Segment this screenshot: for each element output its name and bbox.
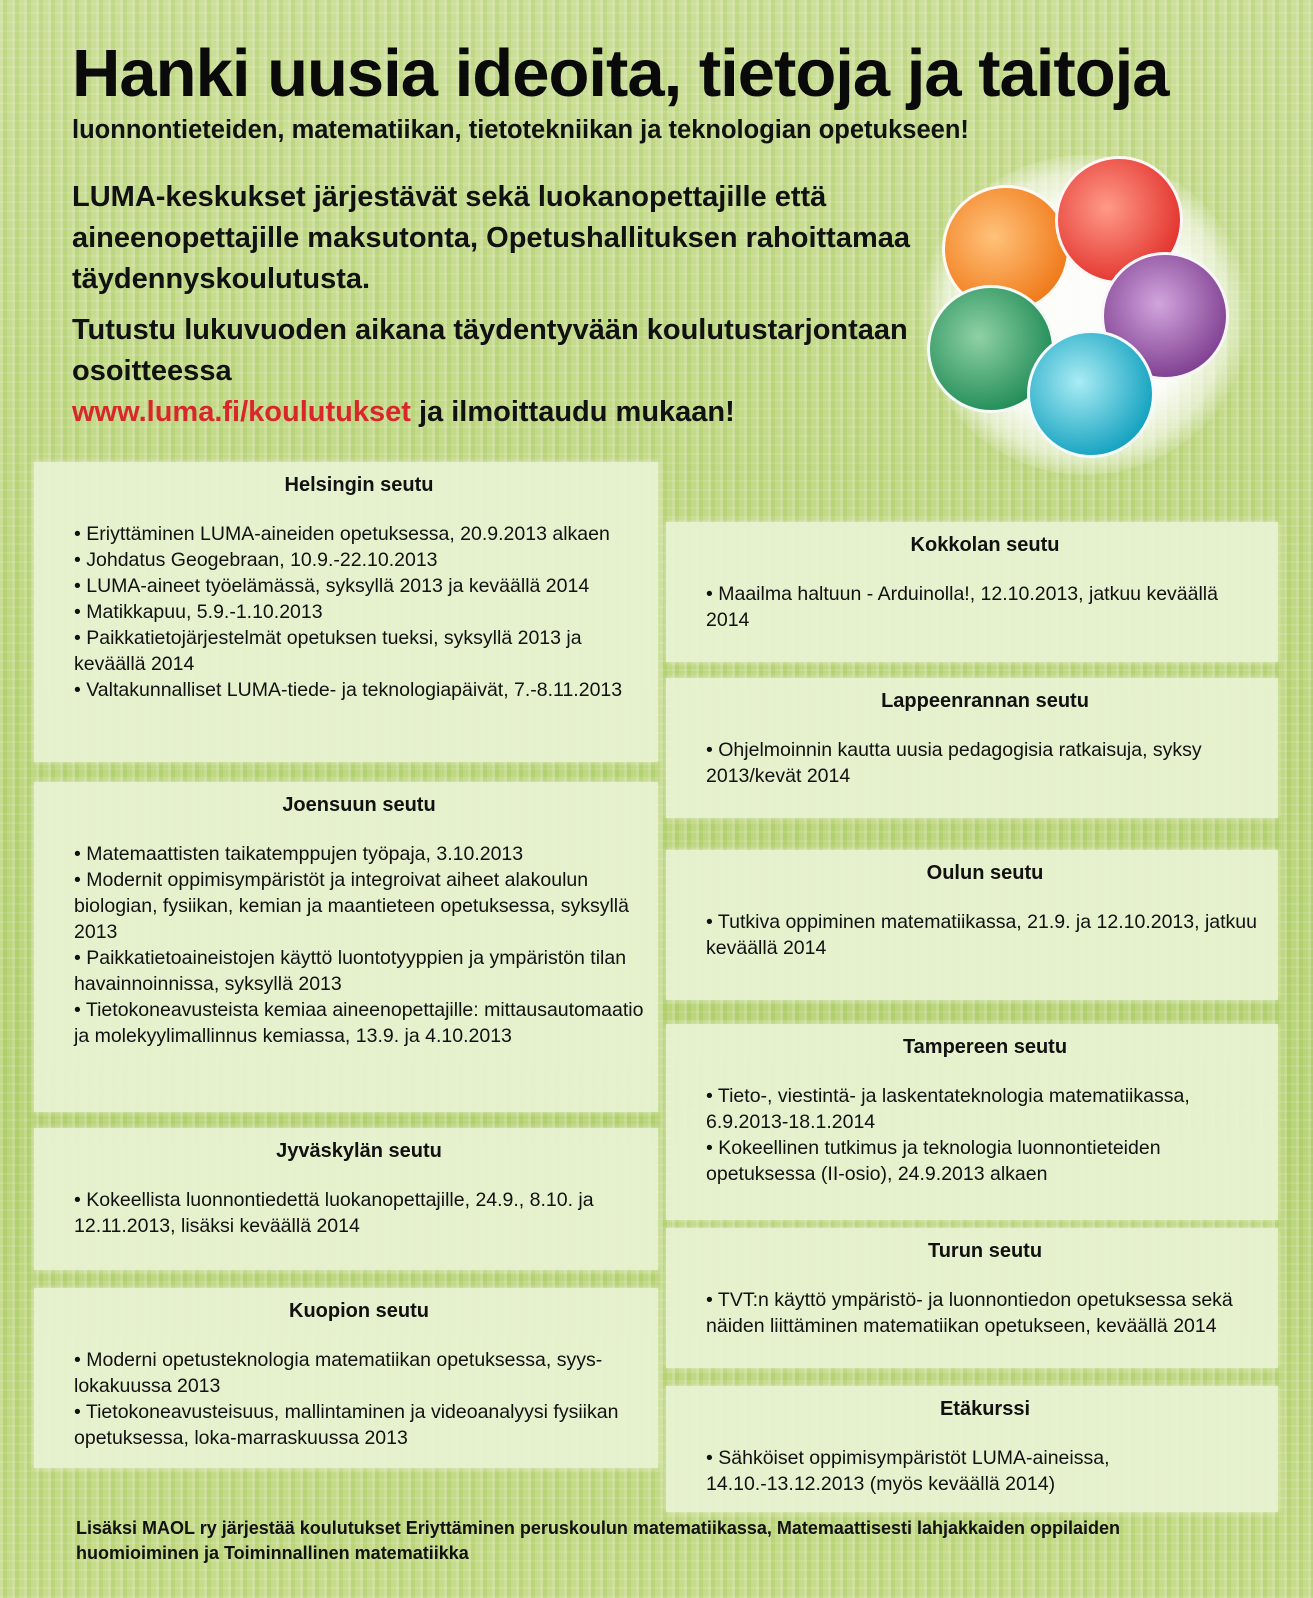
- region-title: Oulun seutu: [926, 862, 1044, 884]
- course-item: • Johdatus Geogebraan, 10.9.-22.10.2013: [74, 547, 644, 573]
- region-title: Jyväskylän seutu: [276, 1140, 442, 1162]
- course-item: • Paikkatietoaineistojen käyttö luontotyyppien ja ympäristön tilan havainnoinnissa, syksyllä 2013: [74, 945, 644, 997]
- course-list: [74, 841, 644, 1049]
- region-title: Lappeenrannan seutu: [881, 690, 1089, 712]
- region-panel-jyvaskyla: [34, 1128, 658, 1270]
- region-title: Joensuun seutu: [282, 794, 436, 816]
- luma-logo: [905, 140, 1275, 480]
- region-title: Etäkurssi: [939, 1398, 1031, 1420]
- course-item: • Tieto-, viestintä- ja laskentateknologia matematiikassa, 6.9.2013-18.1.2014: [706, 1083, 1264, 1135]
- region-title: Tampereen seutu: [902, 1036, 1068, 1058]
- course-list: [706, 1287, 1264, 1339]
- course-list: [706, 1445, 1264, 1497]
- course-item: • Modernit oppimisympäristöt ja integroivat aiheet alakoulun biologian, fysiikan, kemian ja maantieteen opetuksessa, syksyllä 2013: [74, 867, 644, 945]
- subheadline: luonnontieteiden, matematiikan, tietotekniikan ja teknologian opetukseen!: [72, 116, 969, 144]
- course-item: • Kokeellista luonnontiedettä luokanopettajille, 24.9., 8.10. ja 12.11.2013, lisäksi keväällä 2014: [74, 1187, 644, 1239]
- region-panel-helsinki: [34, 462, 658, 762]
- course-item: • Sähköiset oppimisympäristöt LUMA-aineissa, 14.10.-13.12.2013 (myös keväällä 2014): [706, 1445, 1264, 1497]
- course-item: • Moderni opetusteknologia matematiikan opetuksessa, syys-lokakuussa 2013: [74, 1347, 644, 1399]
- course-item: • Maailma haltuun - Arduinolla!, 12.10.2013, jatkuu keväällä 2014: [706, 581, 1264, 633]
- course-item: • Tietokoneavusteista kemiaa aineenopettajille: mittausautomaatio ja molekyylimallinnus kemiassa, 13.9. ja 4.10.2013: [74, 997, 644, 1049]
- region-panel-tampere: [666, 1024, 1278, 1220]
- region-title: Kuopion seutu: [289, 1300, 429, 1322]
- intro-text: LUMA-keskukset järjestävät sekä luokanopettajille että aineenopettajille maksutonta, Opetushallituksen rahoittamaa täydennyskoulutusta.: [72, 181, 910, 295]
- headline: Hanki uusia ideoita, tietoja ja taitoja: [72, 36, 1169, 111]
- course-list: [706, 909, 1264, 961]
- course-item: • LUMA-aineet työelämässä, syksyllä 2013 ja keväällä 2014: [74, 573, 644, 599]
- course-list: [706, 581, 1264, 633]
- region-panel-lappeenranta: [666, 678, 1278, 818]
- course-item: • Valtakunnalliset LUMA-tiede- ja teknologiapäivät, 7.-8.11.2013: [74, 677, 644, 703]
- course-list: [74, 1347, 644, 1451]
- course-item: • Eriyttäminen LUMA-aineiden opetuksessa, 20.9.2013 alkaen: [74, 521, 644, 547]
- region-panel-etakurssi: [666, 1386, 1278, 1512]
- logo-circle-blue: [1027, 330, 1155, 458]
- course-item: • Tutkiva oppiminen matematiikassa, 21.9. ja 12.10.2013, jatkuu keväällä 2014: [706, 909, 1264, 961]
- region-panel-kuopio: [34, 1288, 658, 1468]
- cta-lead: Tutustu lukuvuoden aikana täydentyvään koulutustarjontaan osoitteessa: [72, 314, 908, 387]
- registration-link[interactable]: www.luma.fi/koulutukset: [72, 396, 411, 428]
- cta-text: [72, 310, 932, 433]
- region-panel-joensuu: [34, 782, 658, 1112]
- course-item: • Matikkapuu, 5.9.-1.10.2013: [74, 599, 644, 625]
- course-item: • Tietokoneavusteisuus, mallintaminen ja videoanalyysi fysiikan opetuksessa, loka-marraskuussa 2013: [74, 1399, 644, 1451]
- course-item: • Paikkatietojärjestelmät opetuksen tueksi, syksyllä 2013 ja keväällä 2014: [74, 625, 644, 677]
- region-panel-oulu: [666, 850, 1278, 1000]
- course-item: • Matemaattisten taikatemppujen työpaja, 3.10.2013: [74, 841, 644, 867]
- course-item: • Ohjelmoinnin kautta uusia pedagogisia ratkaisuja, syksy 2013/kevät 2014: [706, 737, 1264, 789]
- region-title: Turun seutu: [927, 1240, 1043, 1262]
- course-list: [706, 737, 1264, 789]
- cta-suffix: ja ilmoittaudu mukaan!: [410, 396, 735, 428]
- region-panel-kokkola: [666, 522, 1278, 662]
- region-title: Helsingin seutu: [284, 474, 434, 496]
- course-list: [74, 1187, 644, 1239]
- region-title: Kokkolan seutu: [910, 534, 1060, 556]
- region-panel-turku: [666, 1228, 1278, 1368]
- course-item: • Kokeellinen tutkimus ja teknologia luonnontieteiden opetuksessa (II-osio), 24.9.2013 alkaen: [706, 1135, 1264, 1187]
- footer-note: Lisäksi MAOL ry järjestää koulutukset Eriyttäminen peruskoulun matematiikassa, Matemaattisesti lahjakkaiden oppilaiden huomioiminen ja Toiminnallinen matematiikka: [76, 1518, 1121, 1563]
- course-item: • TVT:n käyttö ympäristö- ja luonnontiedon opetuksessa sekä näiden liittäminen matematiikan opetukseen, keväällä 2014: [706, 1287, 1264, 1339]
- course-list: [706, 1083, 1264, 1187]
- course-list: [74, 521, 644, 703]
